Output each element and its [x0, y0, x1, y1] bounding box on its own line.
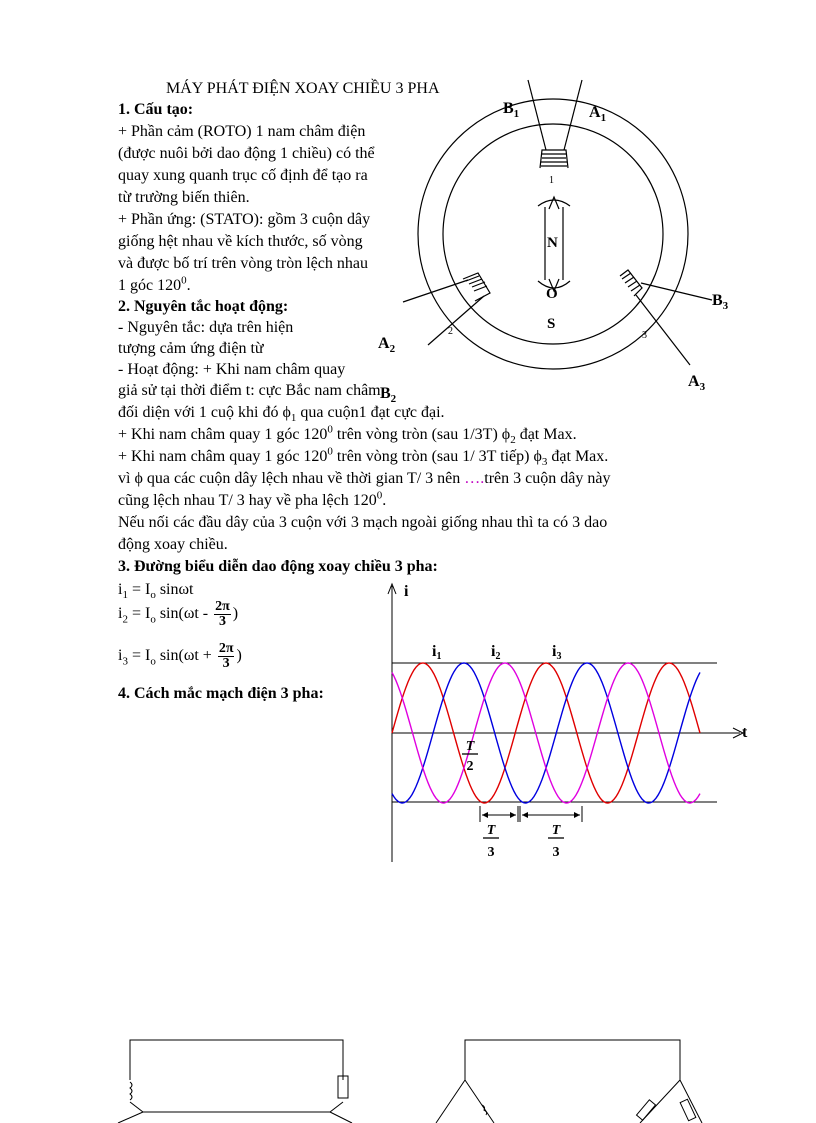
label-a3: $A_3$	[688, 373, 706, 393]
section-3-heading: 3. Đường biểu diễn dao động xoay chiều 3 pha:	[118, 558, 438, 575]
annotation-t3b-num: T	[551, 823, 561, 838]
section-2-line: - Nguyên tắc: dựa trên hiện	[118, 319, 294, 336]
delta-circuit-bottom	[130, 1102, 343, 1112]
equation-i1: $i_1 = I_o$ sinωt	[118, 581, 194, 602]
section-1-line: + Phần ứng: (STATO): gồm 3 cuộn dây	[118, 211, 371, 228]
coil-label-2: 2	[448, 326, 453, 337]
series-label-i3: i3	[552, 643, 562, 662]
series-label-i2: i2	[491, 643, 501, 662]
label-b1: $B_1$	[503, 100, 520, 120]
section-1-line: + Phần cảm (ROTO) 1 nam châm điện	[118, 123, 366, 140]
annotation-t3a-den: 3	[487, 845, 495, 860]
coil-label-3: 3	[642, 330, 647, 341]
section-2-line: vì ϕ qua các cuộn dây lệch nhau về thời gian T/ 3 nên ….trên 3 cuộn dây này	[118, 470, 611, 487]
equation-i3: $i_3 = I_o$ sin(ωt + $\frac{2\pi}{3}$ )	[118, 641, 242, 671]
label-a1: $A_1$	[589, 104, 607, 124]
section-4-heading: 4. Cách mắc mạch điện 3 pha:	[118, 685, 324, 702]
section-1-heading: 1. Cấu tạo:	[118, 101, 194, 118]
section-2-line: + Khi nam châm quay 1 góc $120^0$ trên vòng tròn (sau 1/ 3T tiếp) $\phi_3$ đạt Max.	[118, 445, 609, 469]
section-2-line: tượng cảm ứng điện từ	[118, 340, 264, 357]
section-2-line: giả sử tại thời điểm t: cực Bắc nam châm	[118, 382, 381, 399]
section-2-heading: 2. Nguyên tắc hoạt động:	[118, 298, 289, 315]
coil-label-1: 1	[549, 175, 554, 186]
star-load-resistor-2	[680, 1099, 696, 1121]
label-o: O	[546, 286, 558, 302]
delta-circuit-top	[130, 1040, 343, 1080]
star-load-branches	[640, 1080, 702, 1123]
section-2-line: cũng lệch nhau T/ 3 hay về pha lệch $120^0$.	[118, 489, 387, 509]
section-2-line: động xoay chiều.	[118, 536, 228, 553]
label-b2: $B_2$	[380, 385, 397, 405]
series-label-i1: i1	[432, 643, 442, 662]
label-s: S	[547, 316, 556, 332]
annotation-t3a-num: T	[486, 823, 496, 838]
section-1-line: từ trường biến thiên.	[118, 189, 250, 206]
star-circuit-top	[465, 1040, 680, 1080]
section-1-line: giống hệt nhau về kích thước, số vòng	[118, 233, 363, 250]
star-generator-branches	[436, 1080, 494, 1123]
dimension-ticks	[480, 806, 582, 822]
equation-i2: $i_2 = I_o$ sin(ωt - $\frac{2\pi}{3}$ )	[118, 599, 239, 629]
section-1-line: (được nuôi bởi dao động 1 chiều) có thể	[118, 145, 375, 162]
page-title: MÁY PHÁT ĐIỆN XOAY CHIỀU 3 PHA	[166, 80, 440, 97]
y-axis-label: i	[404, 583, 409, 600]
annotation-t3b-den: 3	[552, 845, 560, 860]
circuit-diagrams	[0, 1020, 816, 1123]
section-1-line: quay xung quanh trục cố định để tạo ra	[118, 167, 368, 184]
section-2-line: đối diện với 1 cuộ khi đó $\phi_1$ qua cuộn1 đạt cực đại.	[118, 404, 445, 425]
annotation-t2-num: T	[465, 739, 475, 754]
x-axis-label: t	[742, 724, 748, 741]
label-a2: $A_2$	[378, 335, 396, 355]
section-1-line: 1 góc $120^0$.	[118, 274, 191, 294]
annotation-t2-den: 2	[466, 759, 474, 774]
section-2-line: + Khi nam châm quay 1 góc $120^0$ trên vòng tròn (sau 1/3T) $\phi_2$ đạt Max.	[118, 423, 577, 447]
section-2-line: Nếu nối các đầu dây của 3 cuộn với 3 mạch ngoài giống nhau thì ta có 3 dao	[118, 514, 608, 531]
delta-coil	[130, 1082, 132, 1100]
section-1-line: và được bố trí trên vòng tròn lệch nhau	[118, 255, 368, 272]
label-n: N	[547, 235, 558, 251]
label-b3: $B_3$	[712, 292, 729, 312]
section-2-line: - Hoạt động: + Khi nam châm quay	[118, 361, 346, 378]
